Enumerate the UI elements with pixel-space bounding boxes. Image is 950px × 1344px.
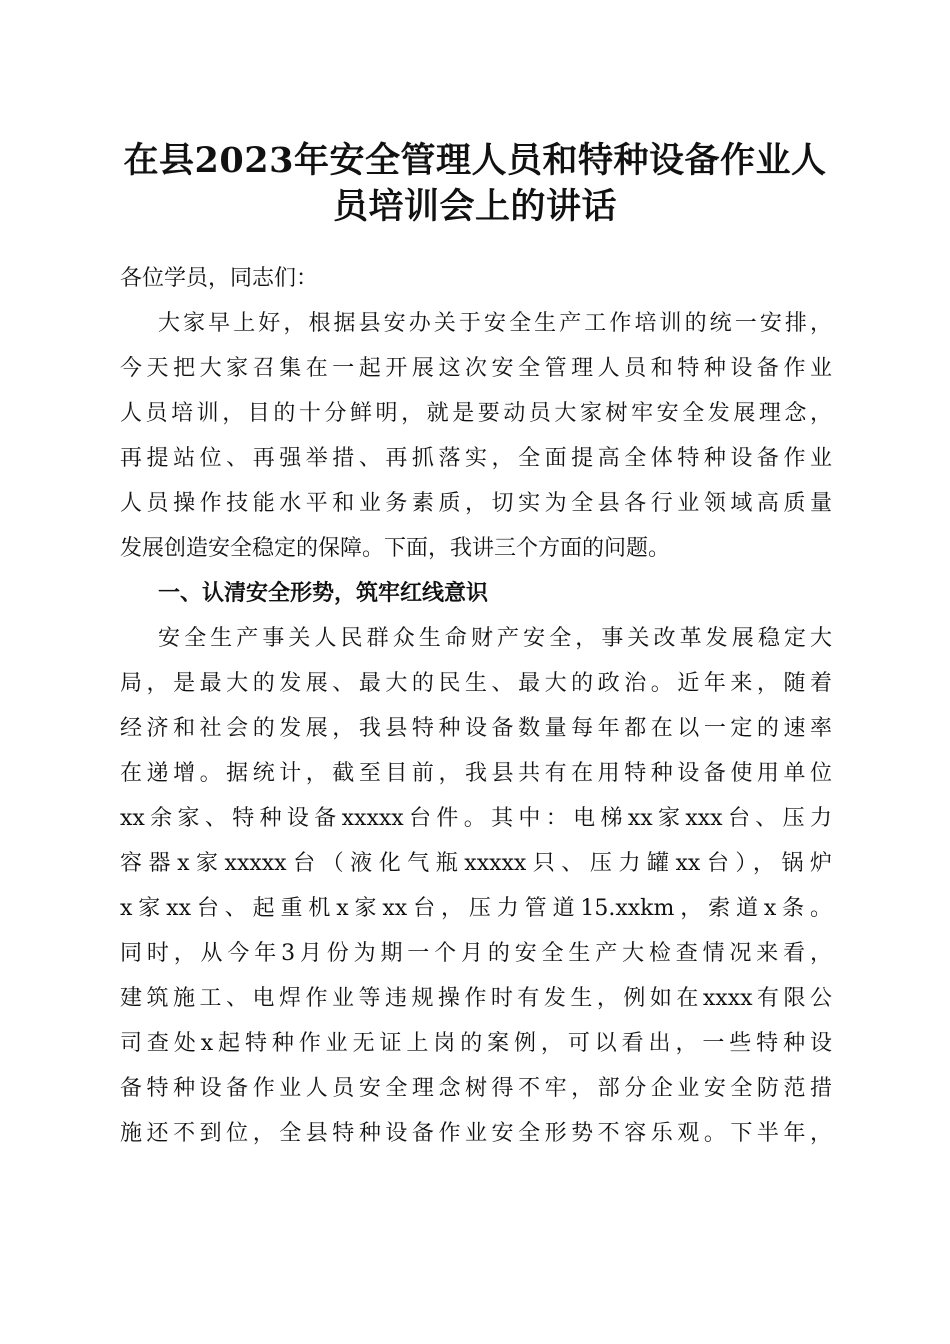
paragraph-line: xx余家、特种设备xxxxx台件。其中：电梯xx家xxx台、压力: [120, 806, 832, 831]
paragraph-line: 局，是最大的发展、最大的民生、最大的政治。近年来，随着: [120, 671, 832, 696]
paragraph-line: 经济和社会的发展，我县特种设备数量每年都在以一定的速率: [120, 716, 832, 741]
paragraph-line: 人员操作技能水平和业务素质，切实为全县各行业领域高质量: [120, 491, 832, 516]
section1-paragraph: [120, 616, 832, 1156]
paragraph-line: 容器x家xxxxx台（液化气瓶xxxxx只、压力罐xx台），锅炉: [120, 851, 832, 876]
title-line-2: 员培训会上的讲话: [332, 186, 617, 227]
paragraph-line: 人员培训，目的十分鲜明，就是要动员大家树牢安全发展理念，: [120, 401, 832, 426]
paragraph-line: 发展创造安全稳定的保障。下面，我讲三个方面的问题。: [120, 536, 671, 561]
paragraph-line: 安全生产事关人民群众生命财产安全，事关改革发展稳定大: [158, 626, 832, 651]
paragraph-line: 大家早上好，根据县安办关于安全生产工作培训的统一安排，: [158, 311, 832, 336]
section-heading: 一、认清安全形势，筑牢红线意识: [158, 581, 489, 606]
paragraph-line: 在递增。据统计，截至目前，我县共有在用特种设备使用单位: [120, 761, 832, 786]
document-body: [120, 256, 832, 1156]
paragraph-line: 再提站位、再强举措、再抓落实，全面提高全体特种设备作业: [120, 446, 832, 471]
paragraph-line: 同时，从今年3月份为期一个月的安全生产大检查情况来看，: [120, 941, 832, 966]
paragraph-line: 今天把大家召集在一起开展这次安全管理人员和特种设备作业: [120, 356, 832, 381]
document-title: [110, 138, 840, 230]
paragraph-line: 建筑施工、电焊作业等违规操作时有发生，例如在xxxx有限公: [120, 986, 832, 1011]
paragraph-line: x家xx台、起重机x家xx台，压力管道15.xxkm，索道x条。: [120, 896, 832, 921]
paragraph-line: 司查处x起特种作业无证上岗的案例，可以看出，一些特种设: [120, 1031, 832, 1056]
paragraph-line: 备特种设备作业人员安全理念树得不牢，部分企业安全防范措: [120, 1076, 832, 1101]
salutation: 各位学员，同志们：: [120, 266, 319, 291]
intro-paragraph: [120, 301, 832, 571]
title-line-1: 在县2023年安全管理人员和特种设备作业人: [123, 140, 827, 181]
paragraph-line: 施还不到位，全县特种设备作业安全形势不容乐观。下半年，: [120, 1121, 832, 1146]
